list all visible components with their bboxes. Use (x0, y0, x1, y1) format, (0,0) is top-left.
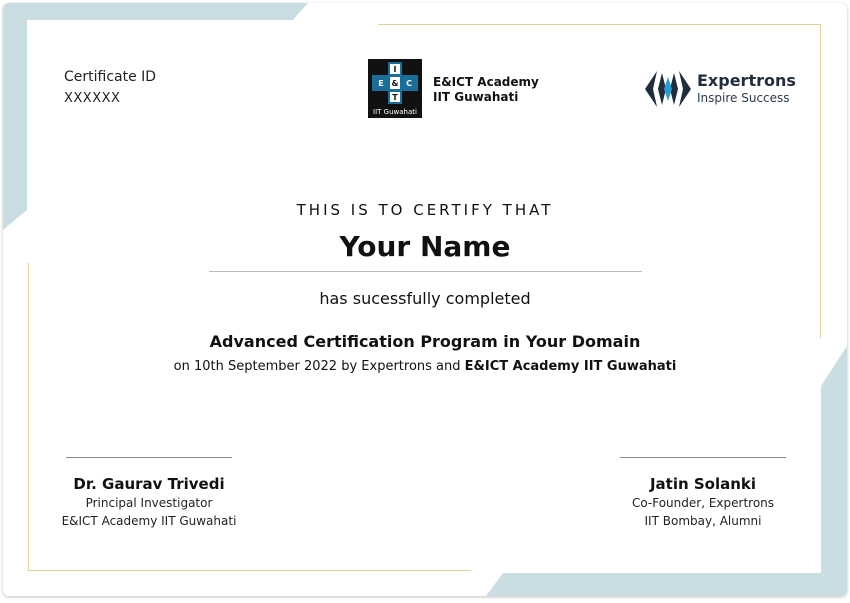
signatory-left-role: Principal Investigator (85, 496, 213, 510)
expertrons-logo-title: Expertrons (697, 71, 796, 90)
expertrons-logo-tagline: Inspire Success (697, 91, 790, 105)
name-underline (209, 271, 642, 272)
eict-logo-line2: IIT Guwahati (433, 90, 519, 104)
certificate-card (3, 3, 847, 596)
recipient-name: Your Name (339, 230, 511, 263)
eict-cell-e: E (378, 79, 384, 88)
gold-frame-left (28, 263, 29, 571)
signature-line-left (66, 457, 232, 458)
eict-cell-i: I (393, 65, 397, 74)
signatory-right-role: Co-Founder, Expertrons (631, 496, 775, 510)
program-name: Advanced Certification Program in Your Domain (209, 332, 641, 351)
expertrons-logo-icon (645, 69, 691, 109)
completion-org: E&ICT Academy IIT Guwahati (464, 359, 677, 374)
eict-cell-c: C (406, 79, 412, 88)
certify-heading: THIS IS TO CERTIFY THAT (296, 201, 554, 219)
signature-line-right (620, 457, 786, 458)
eict-logo-line1: E&ICT Academy (433, 75, 539, 89)
eict-logo-text (433, 75, 539, 105)
gold-frame-top (378, 24, 821, 25)
eict-logo-caption: IIT Guwahati (373, 108, 417, 116)
eict-logo (368, 59, 422, 118)
eict-cell-t: T (392, 93, 398, 102)
completed-text: has sucessfully completed (319, 289, 531, 308)
certificate-id-value: XXXXXX (64, 91, 121, 106)
certificate-id-label: Certificate ID (64, 69, 157, 85)
eict-cross-icon (368, 59, 422, 118)
top-left-accent (3, 3, 308, 230)
completion-date-text: on 10th September 2022 by Expertrons and (173, 359, 461, 374)
bottom-right-accent (486, 346, 847, 596)
signatory-left-name: Dr. Gaurav Trivedi (73, 475, 225, 493)
signatory-right-org: IIT Bombay, Alumni (644, 514, 762, 528)
eict-cell-amp: & (391, 79, 399, 88)
completion-date-line (3, 359, 847, 374)
signatory-right-name: Jatin Solanki (649, 475, 757, 493)
signatory-left-org: E&ICT Academy IIT Guwahati (61, 514, 237, 528)
gold-frame-bottom (28, 570, 471, 571)
